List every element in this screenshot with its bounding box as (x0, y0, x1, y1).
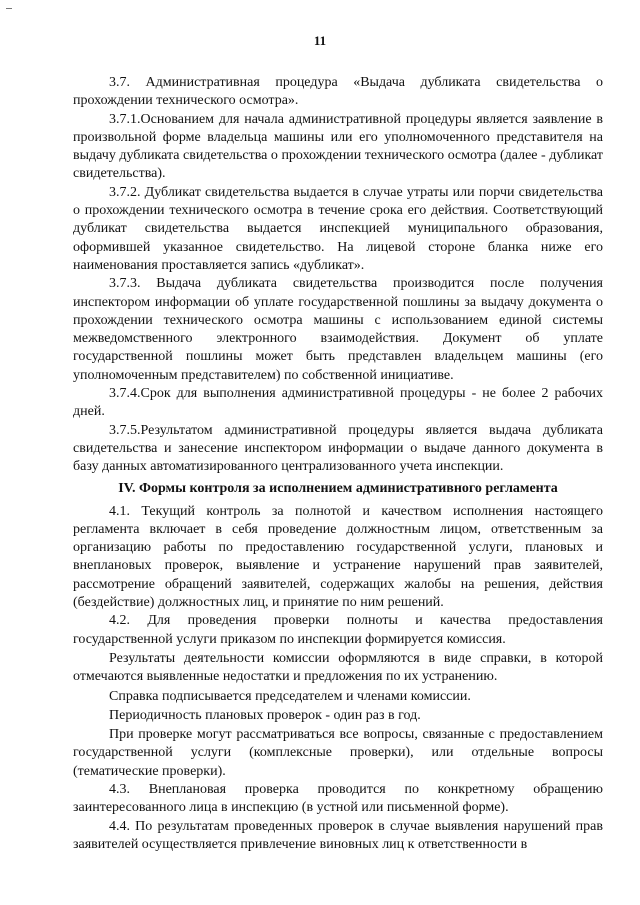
paragraph-3-7-3: 3.7.3. Выдача дубликата свидетельства производится после получения инспектором информации об уплате государственной пошлины за выдачу документа о прохождении технического осмотра машины с использованием единой системы межведомственного электронного взаимодействия. Документ об уплате государственной пошлины может быть представлен владельцем машины (его уполномоченным представителем) по собственной инициативе. (73, 276, 603, 383)
paragraph-4-1: 4.1. Текущий контроль за полнотой и качеством исполнения настоящего регламента включает в себя проведение должностным лицом, ответственным за организацию работы по предоставлению государственной услуги, плановых и внеплановых проверок, выявление и устранение нарушений прав заявителей, рассмотрение обращений заявителей, содержащих жалобы на решения, действия (бездействие) должностных лиц, и принятие по ним решений. (73, 503, 603, 611)
paragraph-3-7-5: 3.7.5.Результатом административной процедуры является выдача дубликата свидетельства и занесение инспектором информации о выдаче данного документа в базу данных автоматизированного централизованного учета инспекции. (73, 422, 603, 475)
paragraph-4-4: 4.4. По результатам проведенных проверок в случае выявления нарушений прав заявителей осуществляется привлечение виновных лиц к ответственности в (73, 818, 603, 852)
paragraph-3-7: 3.7. Административная процедура «Выдача дубликата свидетельства о прохождении технического осмотра». (73, 75, 603, 109)
paragraph-inspection-scope: При проверке могут рассматриваться все вопросы, связанные с предоставлением государственной услуги (комплексные проверки), или отдельные вопросы (тематические проверки). (73, 727, 603, 779)
section-4-heading: IV. Формы контроля за исполнением административного регламента (118, 480, 558, 496)
paragraph-3-7-2: 3.7.2. Дубликат свидетельства выдается в случае утраты или порчи свидетельства о прохождении технического осмотра в течение срока его действия. Соответствующий дубликат свидетельства выдается инспекцией муниципального образования, оформившей указанное свидетельство. На лицевой стороне бланка ниже его наименования проставляется запись «дубликат». (73, 184, 603, 273)
paragraph-3-7-4: 3.7.4.Срок для выполнения административной процедуры - не более 2 рабочих дней. (73, 386, 603, 420)
scan-mark (6, 8, 12, 9)
paragraph-inspection-periodicity: Периодичность плановых проверок - один раз в год. (109, 707, 421, 723)
paragraph-4-3: 4.3. Внеплановая проверка проводится по конкретному обращению заинтересованного лица в инспекцию (в устной или письменной форме). (73, 781, 603, 816)
paragraph-commission-results: Результаты деятельности комиссии оформляются в виде справки, в которой отмечаются выявленные недостатки и предложения по их устранению. (73, 650, 603, 685)
paragraph-3-7-1: 3.7.1.Основанием для начала административной процедуры является заявление в произвольной форме владельца машины или его уполномоченного представителя на выдачу дубликата свидетельства о прохождении технического осмотра (далее - дубликат свидетельства). (73, 111, 603, 182)
document-body (73, 74, 603, 854)
paragraph-report-signed: Справка подписывается председателем и членами комиссии. (109, 688, 471, 704)
page-number: 11 (313, 33, 327, 48)
paragraph-4-2: 4.2. Для проведения проверки полноты и качества предоставления государственной услуги приказом по инспекции формируется комиссия. (73, 613, 603, 647)
